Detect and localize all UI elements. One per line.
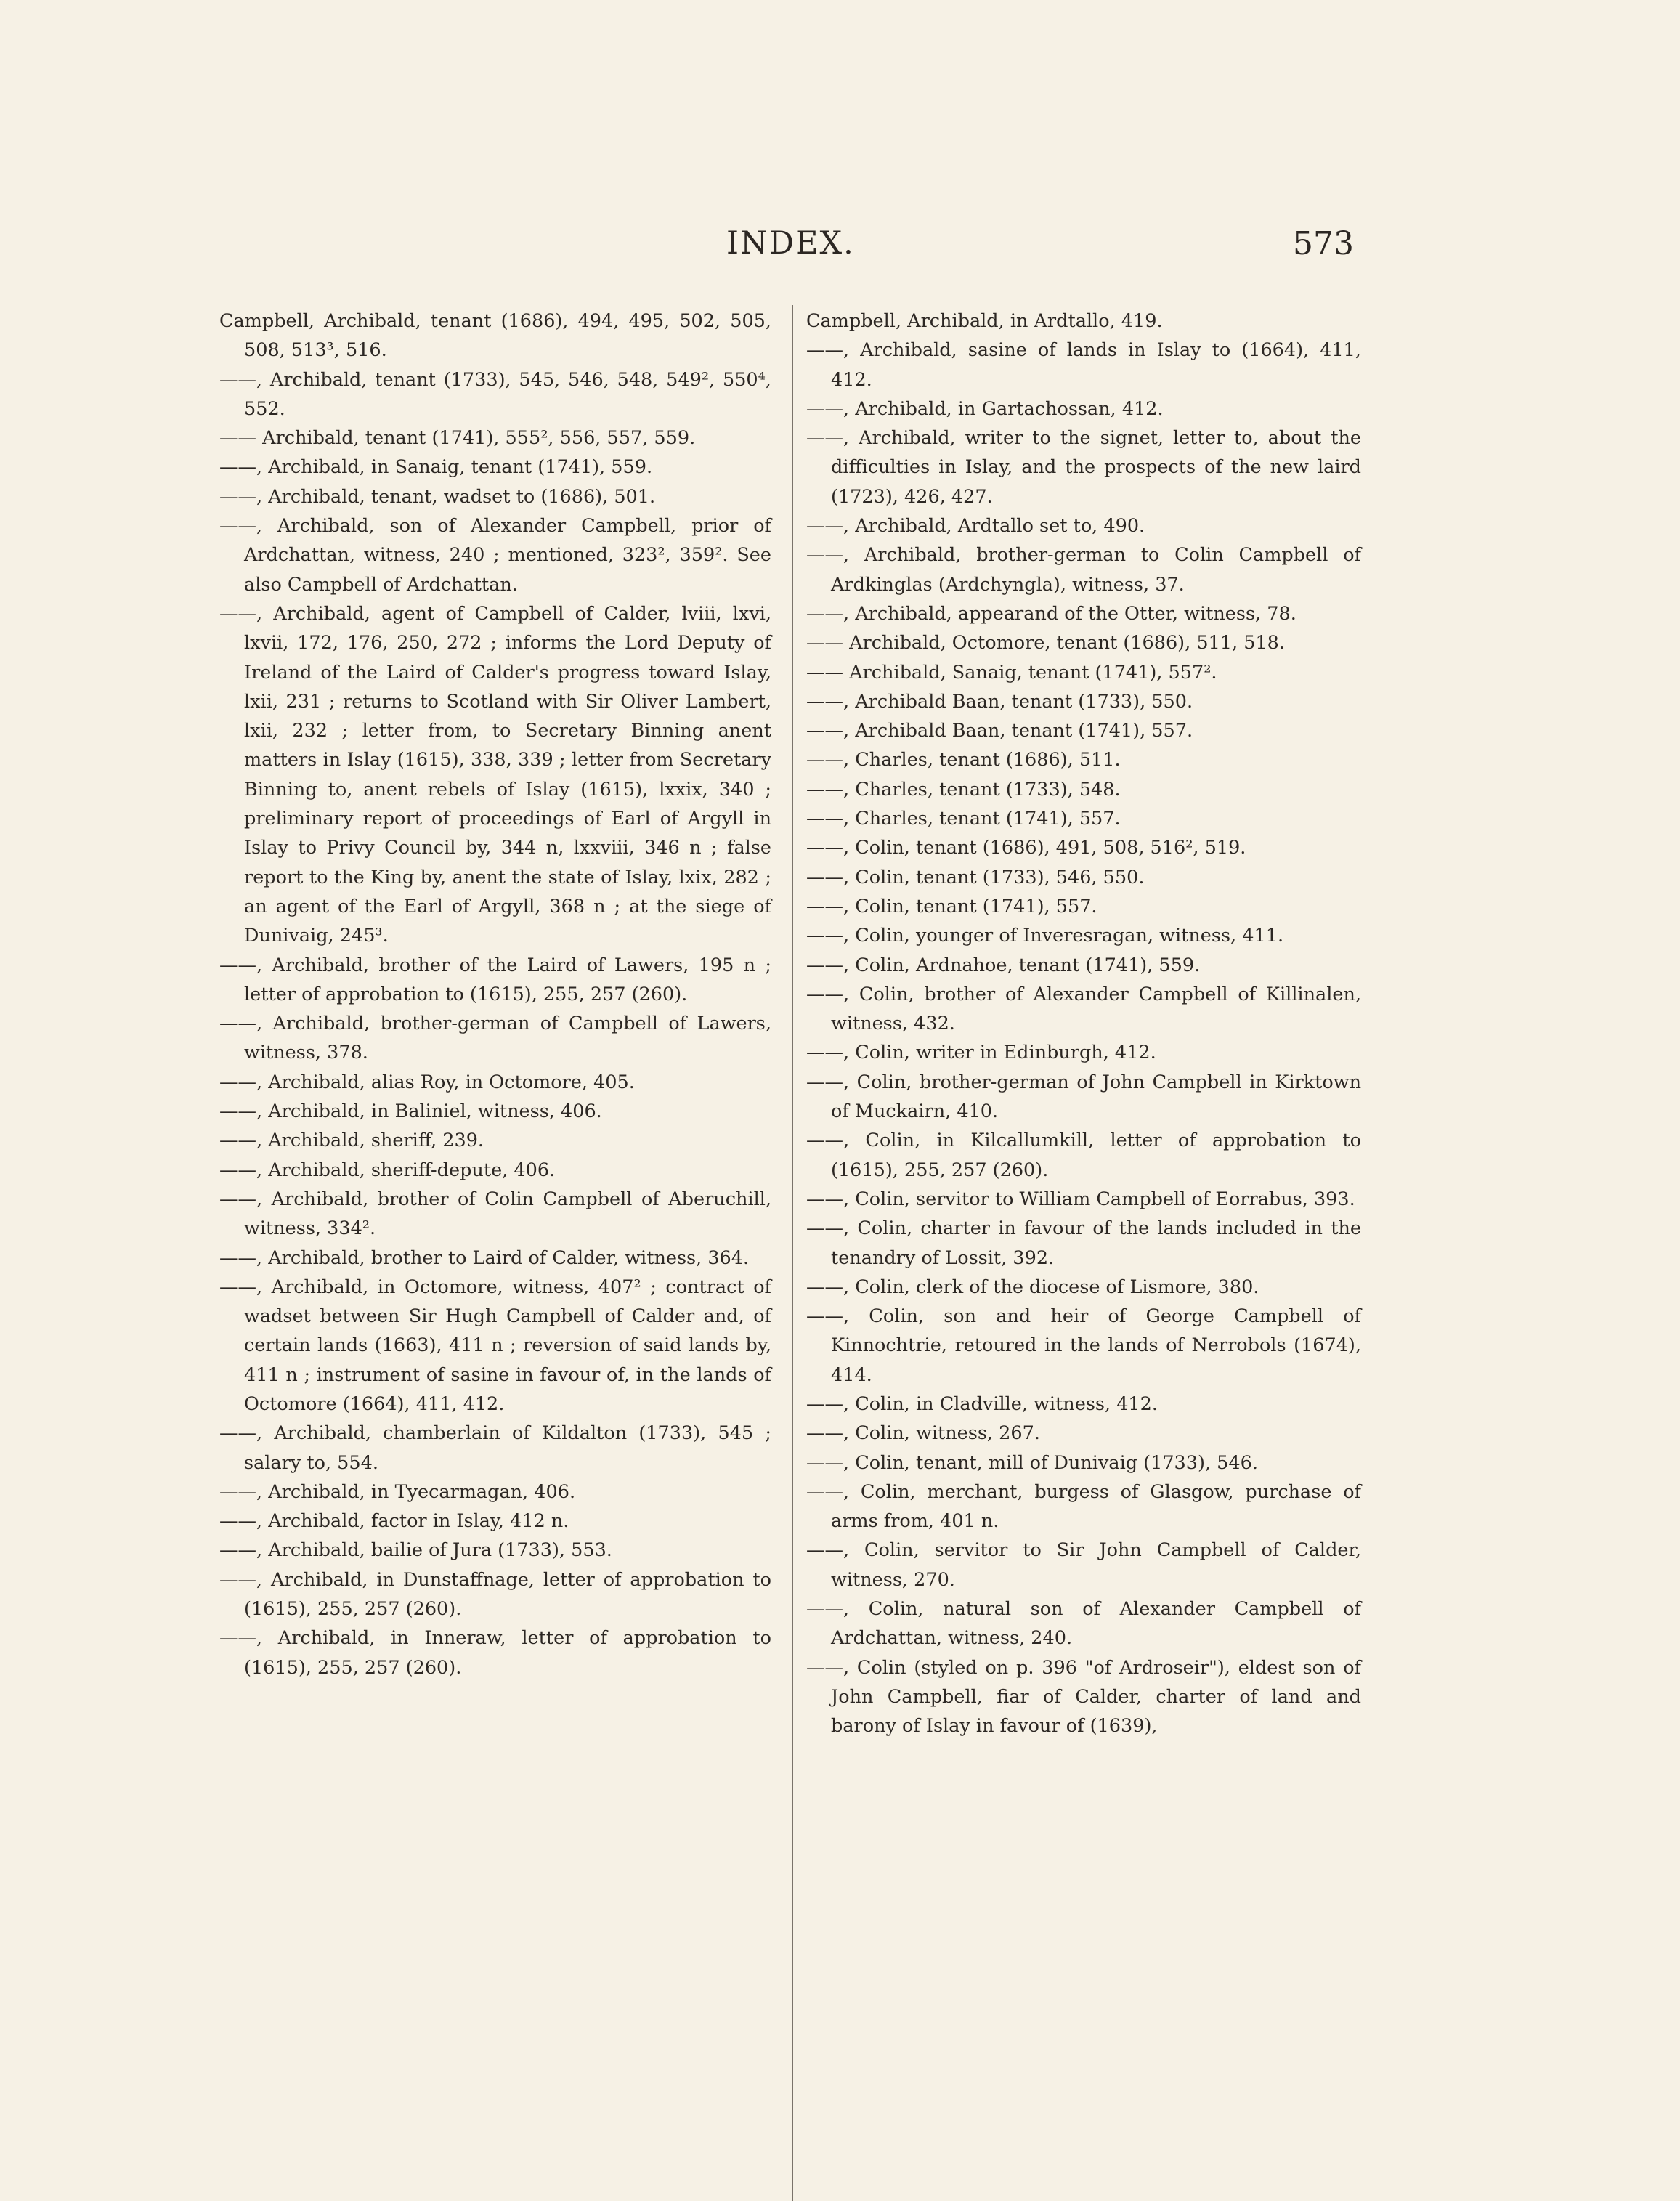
index-entry: ——, Archibald, brother to Laird of Calder, witness, 364. xyxy=(219,1247,750,1269)
index-entry: ——, Archibald, sheriff, 239. xyxy=(219,1130,484,1152)
column-divider xyxy=(792,305,793,2201)
index-entry: ——, Archibald, tenant, wadset to (1686), 501. xyxy=(219,485,656,508)
page-number: 573 xyxy=(1293,225,1354,262)
index-entry: ——, Archibald, in Tyecarmagan, 406. xyxy=(219,1480,576,1503)
index-entry: ——, Colin, tenant (1733), 546, 550. xyxy=(806,866,1145,888)
index-entry: Campbell, Archibald, in Ardtallo, 419. xyxy=(806,310,1163,332)
index-entry: ——, Colin, witness, 267. xyxy=(806,1422,1040,1445)
index-entry: ——, Archibald, in Sanaig, tenant (1741), 559. xyxy=(219,456,653,479)
index-entry: ——, Archibald Baan, tenant (1733), 550. xyxy=(806,690,1193,713)
index-entry: ——, Archibald Baan, tenant (1741), 557. xyxy=(806,720,1193,742)
index-entry: ——, Archibald, Ardtallo set to, 490. xyxy=(806,515,1145,538)
index-entry: ——, Archibald, writer to the signet, letter to, about the difficulties in Islay, and the prospects of the new laird (1723), 426, 427. xyxy=(806,427,1361,508)
index-entry: ——, Charles, tenant (1733), 548. xyxy=(806,778,1121,800)
index-entry: ——, Colin, Ardnahoe, tenant (1741), 559. xyxy=(806,954,1201,976)
index-entry: ——, Colin, tenant, mill of Dunivaig (1733), 546. xyxy=(806,1451,1258,1474)
index-column-left xyxy=(219,307,771,1682)
page-header xyxy=(0,225,1680,269)
index-entry: —— Archibald, Octomore, tenant (1686), 511, 518. xyxy=(806,632,1286,654)
index-entry: ——, Colin, younger of Inveresragan, witness, 411. xyxy=(806,925,1284,947)
index-entry: ——, Archibald, sasine of lands in Islay to (1664), 411, 412. xyxy=(806,339,1361,391)
index-entry: ——, Colin, clerk of the diocese of Lismore, 380. xyxy=(806,1276,1259,1298)
index-entry: ——, Archibald, in Baliniel, witness, 406. xyxy=(219,1100,602,1123)
index-entry: ——, Colin, writer in Edinburgh, 412. xyxy=(806,1042,1156,1064)
index-entry: ——, Colin, son and heir of George Campbell of Kinnochtrie, retoured in the lands of Nerrobols (1674), 414. xyxy=(806,1305,1361,1386)
index-entry: ——, Archibald, brother-german of Campbell of Lawers, witness, 378. xyxy=(219,1013,771,1064)
index-entry: ——, Colin (styled on p. 396 "of Ardroseir"), eldest son of John Campbell, fiar of Calder, charter of land and barony of Islay in favour of (1639), xyxy=(806,1656,1361,1738)
index-entry: ——, Colin, in Cladville, witness, 412. xyxy=(806,1393,1158,1415)
page-title: INDEX. xyxy=(726,225,855,262)
index-entry: Campbell, Archibald, tenant (1686), 494, 495, 502, 505, 508, 513³, 516. xyxy=(219,310,771,362)
index-entry: ——, Colin, tenant (1741), 557. xyxy=(806,895,1097,917)
index-column-right xyxy=(806,307,1361,1741)
index-entry: ——, Archibald, factor in Islay, 412 n. xyxy=(219,1510,569,1533)
index-entry: ——, Archibald, agent of Campbell of Calder, lviii, lxvi, lxvii, 172, 176, 250, 272 ; informs the Lord Deputy of Ireland of the Laird of Calder's progress toward Islay, lxii, 231 ; returns to Scotland with Sir Oliver Lambert, lxii, 232 ; letter from, to Secretary Binning anent matters in Islay (1615), 338, 339 ; letter from Secretary Binning to, anent rebels of Islay (1615), lxxix, 340 ; preliminary report of proceedings of Earl of Argyll in Islay to Privy Council by, 344 n, lxxviii, 346 n ; false report to the King by, anent the state of Islay, lxix, 282 ; an agent of the Earl of Argyll, 368 n ; at the siege of Dunivaig, 245³. xyxy=(219,602,771,947)
index-entry: ——, Colin, tenant (1686), 491, 508, 516², 519. xyxy=(806,837,1246,859)
index-entry: ——, Colin, servitor to William Campbell of Eorrabus, 393. xyxy=(806,1188,1355,1210)
index-entry: ——, Colin, brother of Alexander Campbell of Killinalen, witness, 432. xyxy=(806,983,1361,1035)
index-entry: ——, Archibald, in Gartachossan, 412. xyxy=(806,397,1164,420)
index-entry: ——, Archibald, tenant (1733), 545, 546, 548, 549², 550⁴, 552. xyxy=(219,368,771,420)
index-entry: —— Archibald, tenant (1741), 555², 556, 557, 559. xyxy=(219,427,696,450)
index-entry: ——, Colin, in Kilcallumkill, letter of approbation to (1615), 255, 257 (260). xyxy=(806,1130,1361,1181)
index-entry: —— Archibald, Sanaig, tenant (1741), 557². xyxy=(806,661,1217,684)
index-entry: ——, Archibald, chamberlain of Kildalton (1733), 545 ; salary to, 554. xyxy=(219,1422,771,1474)
index-entry: ——, Archibald, alias Roy, in Octomore, 405. xyxy=(219,1071,635,1093)
index-entry: ——, Colin, charter in favour of the lands included in the tenandry of Lossit, 392. xyxy=(806,1217,1361,1269)
index-entry: ——, Archibald, sheriff-depute, 406. xyxy=(219,1159,556,1181)
index-entry: ——, Archibald, brother-german to Colin Campbell of Ardkinglas (Ardchyngla), witness, 37. xyxy=(806,544,1361,596)
index-entry: ——, Archibald, brother of the Laird of Lawers, 195 n ; letter of approbation to (1615), 255, 257 (260). xyxy=(219,954,771,1005)
index-entry: ——, Charles, tenant (1741), 557. xyxy=(806,808,1121,830)
index-entry: ——, Archibald, brother of Colin Campbell of Aberuchill, witness, 334². xyxy=(219,1188,771,1240)
index-entry: ——, Archibald, bailie of Jura (1733), 553. xyxy=(219,1539,612,1562)
index-entry: ——, Archibald, in Octomore, witness, 407² ; contract of wadset between Sir Hugh Campbell of Calder and, of certain lands (1663), 411 n ; reversion of said lands by, 411 n ; instrument of sasine in favour of, in the lands of Octomore (1664), 411, 412. xyxy=(219,1276,771,1415)
index-entry: ——, Archibald, appearand of the Otter, witness, 78. xyxy=(806,602,1296,625)
index-entry: ——, Charles, tenant (1686), 511. xyxy=(806,749,1121,771)
index-entry: ——, Colin, servitor to Sir John Campbell of Calder, witness, 270. xyxy=(806,1539,1361,1591)
index-entry: ——, Archibald, in Inneraw, letter of approbation to (1615), 255, 257 (260). xyxy=(219,1627,771,1679)
index-entry: ——, Archibald, son of Alexander Campbell, prior of Ardchattan, witness, 240 ; mentioned, 323², 359². See also Campbell of Ardchattan. xyxy=(219,515,771,596)
index-entry: ——, Archibald, in Dunstaffnage, letter of approbation to (1615), 255, 257 (260). xyxy=(219,1568,771,1621)
index-entry: ——, Colin, brother-german of John Campbell in Kirktown of Muckairn, 410. xyxy=(806,1071,1361,1123)
index-entry: ——, Colin, natural son of Alexander Campbell of Ardchattan, witness, 240. xyxy=(806,1598,1361,1650)
index-entry: ——, Colin, merchant, burgess of Glasgow, purchase of arms from, 401 n. xyxy=(806,1480,1361,1533)
